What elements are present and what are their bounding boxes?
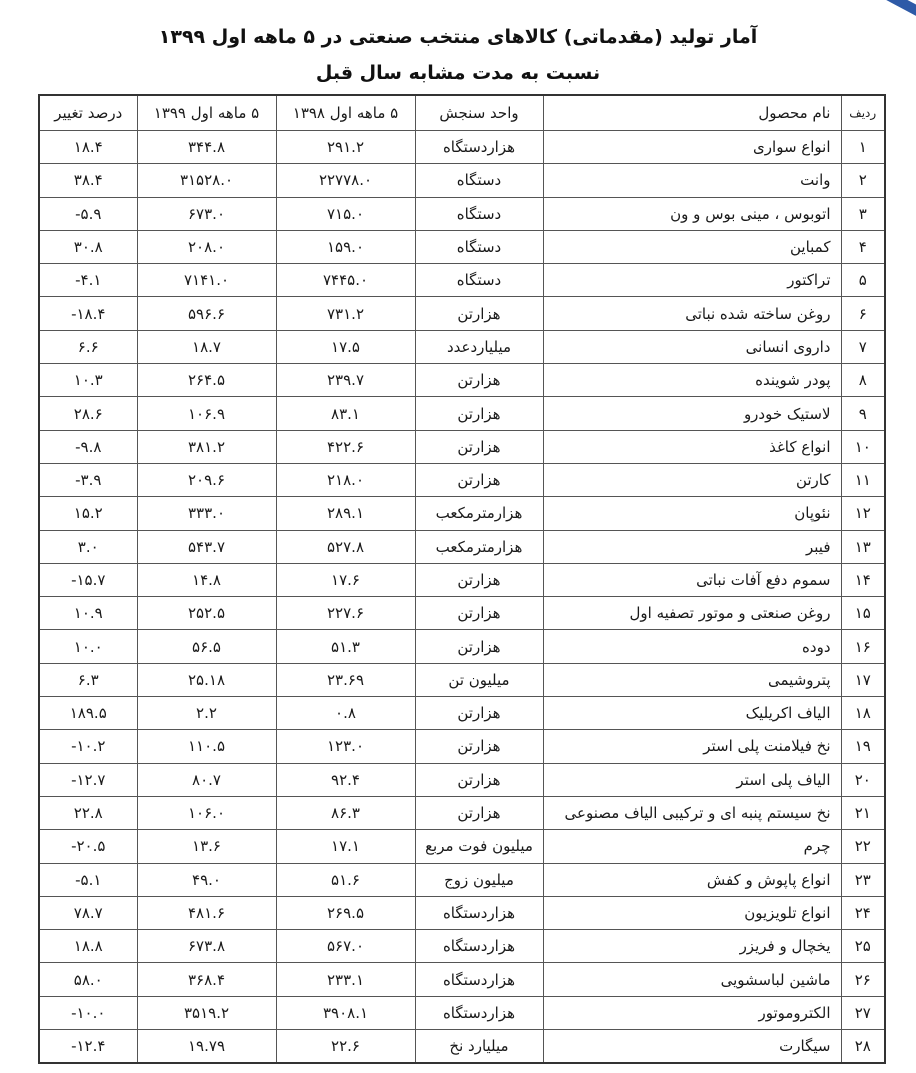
cell-unit: میلیون فوت مربع: [415, 830, 543, 863]
cell-product-name: انواع تلویزیون: [543, 896, 841, 929]
cell-value-1398: ۱۷.۱: [276, 830, 415, 863]
cell-percent-change: ۱۸.۴: [39, 131, 137, 164]
cell-value-1399: ۳۶۸.۴: [137, 963, 276, 996]
cell-index: ۱۸: [841, 697, 885, 730]
production-table: [38, 94, 886, 1064]
cell-product-name: لاستیک خودرو: [543, 397, 841, 430]
cell-value-1398: ۹۲.۴: [276, 763, 415, 796]
cell-unit: هزاردستگاه: [415, 131, 543, 164]
cell-index: ۲۸: [841, 1030, 885, 1064]
table-row: [39, 131, 885, 164]
table-row: [39, 796, 885, 829]
cell-index: ۵: [841, 264, 885, 297]
cell-unit: هزاردستگاه: [415, 896, 543, 929]
table-row: [39, 863, 885, 896]
cell-value-1398: ۸۶.۳: [276, 796, 415, 829]
cell-unit: هزارتن: [415, 430, 543, 463]
cell-unit: هزاردستگاه: [415, 996, 543, 1029]
table-row: [39, 430, 885, 463]
cell-value-1399: ۲۵۲.۵: [137, 597, 276, 630]
table-row: [39, 463, 885, 496]
cell-product-name: سموم دفع آفات نباتی: [543, 563, 841, 596]
cell-percent-change: ۵۸.۰: [39, 963, 137, 996]
cell-product-name: انواع سواری: [543, 131, 841, 164]
cell-value-1399: ۳۴۴.۸: [137, 131, 276, 164]
cell-percent-change: -۲۰.۵: [39, 830, 137, 863]
cell-index: ۲۱: [841, 796, 885, 829]
cell-value-1399: ۱۸.۷: [137, 330, 276, 363]
cell-percent-change: -۱۰.۲: [39, 730, 137, 763]
cell-value-1398: ۵۱.۳: [276, 630, 415, 663]
cell-product-name: الکتروموتور: [543, 996, 841, 1029]
cell-value-1398: ۲۸۹.۱: [276, 497, 415, 530]
cell-value-1399: ۱۳.۶: [137, 830, 276, 863]
cell-product-name: فیبر: [543, 530, 841, 563]
cell-index: ۱۹: [841, 730, 885, 763]
cell-value-1398: ۲۶۹.۵: [276, 896, 415, 929]
cell-value-1398: ۱۵۹.۰: [276, 230, 415, 263]
cell-value-1398: ۲۹۱.۲: [276, 131, 415, 164]
cell-index: ۲۲: [841, 830, 885, 863]
cell-product-name: ماشین لباسشویی: [543, 963, 841, 996]
cell-value-1398: ۱۲۳.۰: [276, 730, 415, 763]
table-row: [39, 597, 885, 630]
cell-value-1399: ۵۹۶.۶: [137, 297, 276, 330]
cell-percent-change: ۶.۳: [39, 663, 137, 696]
table-row: [39, 1030, 885, 1064]
cell-value-1399: ۸۰.۷: [137, 763, 276, 796]
cell-index: ۱۴: [841, 563, 885, 596]
cell-value-1399: ۳۳۳.۰: [137, 497, 276, 530]
cell-value-1399: ۲.۲: [137, 697, 276, 730]
cell-percent-change: ۱۰.۳: [39, 364, 137, 397]
cell-product-name: انواع کاغذ: [543, 430, 841, 463]
cell-value-1399: ۶۷۳.۰: [137, 197, 276, 230]
cell-percent-change: -۱۲.۴: [39, 1030, 137, 1064]
cell-percent-change: -۵.۹: [39, 197, 137, 230]
cell-index: ۱۵: [841, 597, 885, 630]
document-title: آمار تولید (مقدماتی) کالاهای منتخب صنعتی در ۵ ماهه اول ۱۳۹۹: [158, 26, 758, 48]
cell-unit: هزارتن: [415, 364, 543, 397]
cell-percent-change: ۶.۶: [39, 330, 137, 363]
cell-value-1399: ۱۰۶.۹: [137, 397, 276, 430]
table-row: [39, 297, 885, 330]
cell-index: ۲۵: [841, 930, 885, 963]
cell-percent-change: -۱۵.۷: [39, 563, 137, 596]
cell-index: ۱۰: [841, 430, 885, 463]
cell-unit: هزارتن: [415, 763, 543, 796]
table-row: [39, 364, 885, 397]
cell-percent-change: -۱۲.۷: [39, 763, 137, 796]
cell-percent-change: ۱۸.۸: [39, 930, 137, 963]
cell-product-name: روغن ساخته شده نباتی: [543, 297, 841, 330]
cell-value-1398: ۷۳۱.۲: [276, 297, 415, 330]
cell-index: ۱۳: [841, 530, 885, 563]
cell-index: ۱: [841, 131, 885, 164]
cell-value-1398: ۳۹۰۸.۱: [276, 996, 415, 1029]
cell-product-name: پتروشیمی: [543, 663, 841, 696]
cell-value-1398: ۲۲۷۷۸.۰: [276, 164, 415, 197]
cell-index: ۱۷: [841, 663, 885, 696]
table-row: [39, 830, 885, 863]
cell-value-1399: ۷۱۴۱.۰: [137, 264, 276, 297]
cell-percent-change: -۳.۹: [39, 463, 137, 496]
cell-index: ۹: [841, 397, 885, 430]
cell-percent-change: ۳.۰: [39, 530, 137, 563]
header-1398: ۵ ماهه اول ۱۳۹۸: [276, 95, 415, 131]
cell-value-1399: ۳۵۱۹.۲: [137, 996, 276, 1029]
cell-product-name: نخ سیستم پنبه ای و ترکیبی الیاف مصنوعی: [543, 796, 841, 829]
table-row: [39, 630, 885, 663]
table-header-row: [39, 95, 885, 131]
cell-index: ۲۴: [841, 896, 885, 929]
cell-unit: هزارتن: [415, 730, 543, 763]
cell-percent-change: -۵.۱: [39, 863, 137, 896]
cell-value-1398: ۸۳.۱: [276, 397, 415, 430]
cell-product-name: الیاف پلی استر: [543, 763, 841, 796]
cell-value-1398: ۲۲۷.۶: [276, 597, 415, 630]
cell-value-1398: ۲۲.۶: [276, 1030, 415, 1064]
cell-percent-change: -۱۸.۴: [39, 297, 137, 330]
table-row: [39, 996, 885, 1029]
cell-product-name: کمباین: [543, 230, 841, 263]
table-row: [39, 730, 885, 763]
cell-product-name: روغن صنعتی و موتور تصفیه اول: [543, 597, 841, 630]
cell-value-1399: ۱۹.۷۹: [137, 1030, 276, 1064]
cell-index: ۲۶: [841, 963, 885, 996]
cell-value-1398: ۷۱۵.۰: [276, 197, 415, 230]
cell-value-1399: ۳۱۵۲۸.۰: [137, 164, 276, 197]
cell-value-1398: ۱۷.۵: [276, 330, 415, 363]
cell-product-name: انواع پاپوش و کفش: [543, 863, 841, 896]
table-row: [39, 497, 885, 530]
cell-index: ۱۶: [841, 630, 885, 663]
cell-value-1399: ۳۸۱.۲: [137, 430, 276, 463]
cell-index: ۲: [841, 164, 885, 197]
header-unit: واحد سنجش: [415, 95, 543, 131]
cell-value-1398: ۷۴۴۵.۰: [276, 264, 415, 297]
document-subtitle: نسبت به مدت مشابه سال قبل: [315, 62, 601, 84]
cell-index: ۲۷: [841, 996, 885, 1029]
cell-unit: هزارمترمکعب: [415, 530, 543, 563]
cell-unit: میلیون زوج: [415, 863, 543, 896]
cell-unit: هزارتن: [415, 630, 543, 663]
cell-product-name: نئوپان: [543, 497, 841, 530]
cell-unit: هزاردستگاه: [415, 930, 543, 963]
cell-unit: دستگاه: [415, 264, 543, 297]
cell-percent-change: -۴.۱: [39, 264, 137, 297]
cell-unit: هزارتن: [415, 697, 543, 730]
table-row: [39, 697, 885, 730]
corner-ribbon: [856, 0, 916, 26]
cell-value-1399: ۵۴۳.۷: [137, 530, 276, 563]
cell-value-1399: ۴۸۱.۶: [137, 896, 276, 929]
header-change: درصد تغییر: [39, 95, 137, 131]
cell-unit: هزارتن: [415, 297, 543, 330]
header-product-name: نام محصول: [543, 95, 841, 131]
cell-value-1398: ۲۳۳.۱: [276, 963, 415, 996]
cell-product-name: الیاف اکریلیک: [543, 697, 841, 730]
cell-product-name: نخ فیلامنت پلی استر: [543, 730, 841, 763]
cell-value-1399: ۲۰۹.۶: [137, 463, 276, 496]
cell-index: ۱۲: [841, 497, 885, 530]
cell-percent-change: -۹.۸: [39, 430, 137, 463]
cell-index: ۱۱: [841, 463, 885, 496]
table-row: [39, 164, 885, 197]
cell-value-1399: ۶۷۳.۸: [137, 930, 276, 963]
cell-unit: هزارتن: [415, 796, 543, 829]
cell-index: ۲۳: [841, 863, 885, 896]
cell-product-name: کارتن: [543, 463, 841, 496]
cell-unit: میلیارد نخ: [415, 1030, 543, 1064]
cell-percent-change: ۲۸.۶: [39, 397, 137, 430]
cell-index: ۴: [841, 230, 885, 263]
cell-percent-change: -۱۰.۰: [39, 996, 137, 1029]
table-row: [39, 230, 885, 263]
cell-percent-change: ۱۰.۰: [39, 630, 137, 663]
cell-unit: هزارتن: [415, 463, 543, 496]
table-row: [39, 963, 885, 996]
cell-value-1399: ۲۰۸.۰: [137, 230, 276, 263]
cell-index: ۳: [841, 197, 885, 230]
cell-product-name: پودر شوینده: [543, 364, 841, 397]
cell-product-name: دوده: [543, 630, 841, 663]
cell-index: ۲۰: [841, 763, 885, 796]
cell-unit: دستگاه: [415, 197, 543, 230]
cell-value-1399: ۲۶۴.۵: [137, 364, 276, 397]
cell-value-1399: ۲۵.۱۸: [137, 663, 276, 696]
cell-index: ۷: [841, 330, 885, 363]
cell-value-1398: ۰.۸: [276, 697, 415, 730]
cell-value-1398: ۵۲۷.۸: [276, 530, 415, 563]
table-row: [39, 330, 885, 363]
table-row: [39, 264, 885, 297]
cell-product-name: چرم: [543, 830, 841, 863]
cell-value-1399: ۴۹.۰: [137, 863, 276, 896]
cell-index: ۸: [841, 364, 885, 397]
cell-value-1398: ۲۱۸.۰: [276, 463, 415, 496]
cell-percent-change: ۲۲.۸: [39, 796, 137, 829]
cell-percent-change: ۱۵.۲: [39, 497, 137, 530]
table-row: [39, 530, 885, 563]
cell-unit: هزارتن: [415, 397, 543, 430]
cell-unit: هزاردستگاه: [415, 963, 543, 996]
cell-unit: هزارتن: [415, 597, 543, 630]
cell-product-name: یخچال و فریزر: [543, 930, 841, 963]
cell-unit: هزارمترمکعب: [415, 497, 543, 530]
cell-unit: میلیون تن: [415, 663, 543, 696]
table-row: [39, 197, 885, 230]
cell-product-name: تراکتور: [543, 264, 841, 297]
cell-unit: دستگاه: [415, 230, 543, 263]
table-row: [39, 896, 885, 929]
cell-product-name: داروی انسانی: [543, 330, 841, 363]
cell-value-1399: ۵۶.۵: [137, 630, 276, 663]
cell-percent-change: ۳۰.۸: [39, 230, 137, 263]
table-row: [39, 930, 885, 963]
cell-index: ۶: [841, 297, 885, 330]
table-row: [39, 397, 885, 430]
cell-value-1399: ۱۰۶.۰: [137, 796, 276, 829]
cell-unit: هزارتن: [415, 563, 543, 596]
cell-percent-change: ۱۸۹.۵: [39, 697, 137, 730]
table-row: [39, 563, 885, 596]
cell-value-1399: ۱۱۰.۵: [137, 730, 276, 763]
cell-product-name: سیگارت: [543, 1030, 841, 1064]
cell-product-name: وانت: [543, 164, 841, 197]
cell-percent-change: ۳۸.۴: [39, 164, 137, 197]
header-1399: ۵ ماهه اول ۱۳۹۹: [137, 95, 276, 131]
table-row: [39, 763, 885, 796]
cell-unit: میلیاردعدد: [415, 330, 543, 363]
cell-percent-change: ۱۰.۹: [39, 597, 137, 630]
cell-value-1399: ۱۴.۸: [137, 563, 276, 596]
cell-value-1398: ۱۷.۶: [276, 563, 415, 596]
cell-value-1398: ۵۶۷.۰: [276, 930, 415, 963]
cell-product-name: اتوبوس ، مینی بوس و ون: [543, 197, 841, 230]
cell-value-1398: ۲۳.۶۹: [276, 663, 415, 696]
cell-value-1398: ۴۲۲.۶: [276, 430, 415, 463]
header-index: ردیف: [841, 95, 885, 131]
cell-value-1398: ۲۳۹.۷: [276, 364, 415, 397]
cell-value-1398: ۵۱.۶: [276, 863, 415, 896]
table-row: [39, 663, 885, 696]
cell-percent-change: ۷۸.۷: [39, 896, 137, 929]
cell-unit: دستگاه: [415, 164, 543, 197]
